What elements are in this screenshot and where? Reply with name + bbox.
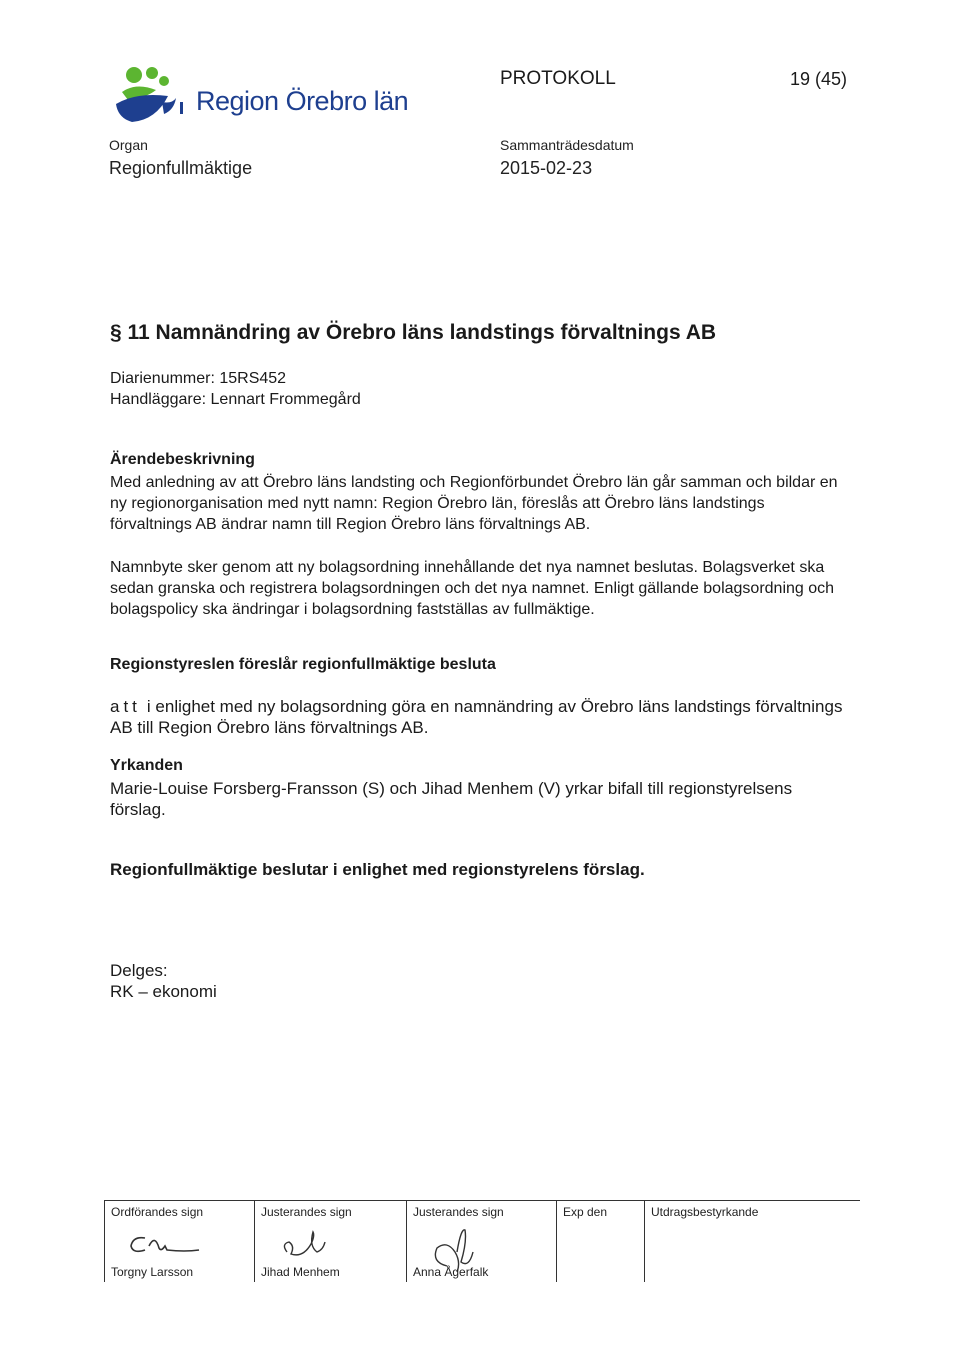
logo: [106, 62, 466, 132]
signature-image: [265, 1222, 365, 1262]
proposal-text: [110, 696, 850, 738]
signature-header: Justerandes sign: [413, 1205, 504, 1219]
meeting-date-value: 2015-02-23: [500, 158, 593, 178]
document-type: PROTOKOLL: [500, 68, 616, 89]
yrkanden-heading: Yrkanden: [110, 757, 183, 774]
signature-cell-chair: [104, 1200, 255, 1282]
namnbyte-text: Namnbyte sker genom att ny bolagsordning innehållande det nya namnet beslutas. Bolagsverket ska sedan granska och registrera bolagsordningen och det nya namnet. Enligt gällande bolagsordning och bolagspolicy ska ändringar i bolagsordning fastställas av fullmäktige.: [110, 559, 835, 618]
delges-value: RK – ekonomi: [110, 982, 217, 1001]
yrkanden-text: Marie-Louise Forsberg-Fransson (S) och Jihad Menhem (V) yrkar bifall till regionstyrelsens förslag.: [110, 779, 793, 819]
signature-name: Jihad Menhem: [261, 1265, 340, 1279]
decision-text: Regionfullmäktige beslutar i enlighet med regionstyrelens förslag.: [110, 860, 645, 879]
handlaggare: Handläggare: Lennart Frommegård: [110, 391, 361, 408]
signature-name: Torgny Larsson: [111, 1265, 194, 1279]
region-logo-icon: [106, 62, 196, 132]
organ-value: Regionfullmäktige: [109, 158, 253, 178]
att-word: att: [110, 697, 141, 716]
signature-cell-adjuster-1: [254, 1200, 407, 1282]
signature-table: [104, 1200, 860, 1282]
diarienummer: Diarienummer: 15RS452: [110, 370, 287, 387]
signature-header: Justerandes sign: [261, 1205, 352, 1219]
signature-cell-adjuster-2: [406, 1200, 557, 1282]
organ-label: Organ: [109, 137, 148, 153]
proposal-body: i enlighet med ny bolagsordning göra en namnändring av Örebro läns landstings förvaltnings AB till Region Örebro läns förvaltnings AB.: [110, 697, 843, 737]
proposal-heading: Regionstyreslen föreslår regionfullmäktige besluta: [110, 656, 496, 673]
delges-label: Delges:: [110, 961, 168, 980]
signature-header: Utdragsbestyrkande: [651, 1205, 759, 1219]
signature-cell-exp: [556, 1200, 645, 1282]
arende-heading: Ärendebeskrivning: [110, 451, 255, 468]
brand-name: Region Örebro län: [196, 86, 409, 116]
signature-cell-certified: [644, 1200, 861, 1282]
signature-header: Exp den: [563, 1205, 608, 1219]
meeting-date-label: Sammanträdesdatum: [500, 137, 634, 153]
signature-name: Anna Ågerfalk: [413, 1265, 489, 1279]
page-number: 19 (45): [790, 69, 848, 89]
section-title: § 11 Namnändring av Örebro läns landstings förvaltnings AB: [110, 321, 717, 344]
arende-text: Med anledning av att Örebro läns landsting och Regionförbundet Örebro län går samman och bildar en ny regionorganisation med nytt namn: Region Örebro län, föreslås att Örebro läns landstings förvaltnings AB ändrar namn till Region Örebro läns förvaltnings AB.: [110, 474, 838, 533]
signature-header: Ordförandes sign: [111, 1205, 204, 1219]
signature-image: [115, 1222, 215, 1258]
